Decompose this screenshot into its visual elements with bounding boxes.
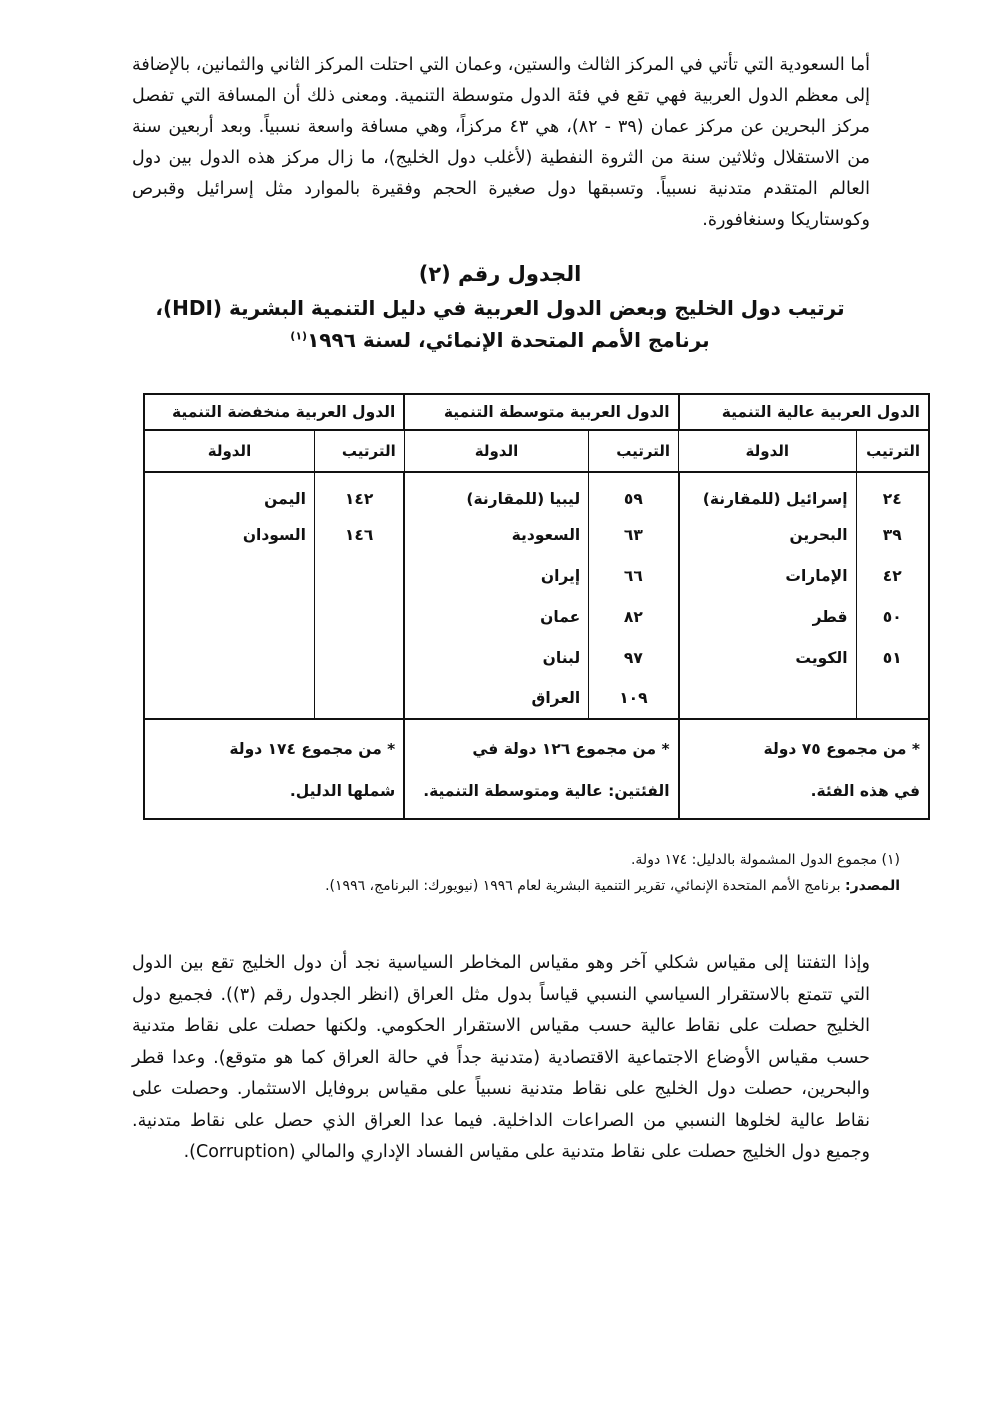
country-low — [144, 678, 314, 719]
country-medium: ليبيا (للمقارنة) — [404, 472, 588, 514]
table-title-line-2 — [100, 328, 900, 352]
country-low — [144, 637, 314, 678]
col-header-rank-low: الترتيب — [314, 430, 404, 472]
col-header-country-high: الدولة — [679, 430, 856, 472]
country-high: الإمارات — [679, 555, 856, 596]
group-header-row — [144, 394, 929, 430]
rank-high: ٣٩ — [856, 514, 929, 555]
col-header-country-low: الدولة — [144, 430, 314, 472]
paragraph-tail: . — [183, 1142, 190, 1162]
rank-medium: ٦٦ — [589, 555, 679, 596]
country-high — [679, 678, 856, 719]
rank-medium: ٩٧ — [589, 637, 679, 678]
paragraph-text: أما السعودية التي تأتي في المركز الثالث والستين، وعمان التي احتلت المركز الثاني والثمانين، بالإضافة إلى معظم الدول العربية فهي تقع في فئة الدول متوسطة التنمية. ومعنى ذلك أن المسافة التي تفصل مركز البحرين عن مركز عمان (٣٩ - ٨٢)، هي ٤٣ مركزاً، وهي مسافة واسعة نسبياً. وبعد أربعين سنة من الاستقلال وثلاثين سنة من الثروة النفطية (لأغلب دول الخليج)، ما زال مركز هذه الدول بين دول العالم المتقدم متدنية نسبياً. وتسبقها دول صغيرة الحجم وفقيرة بالموارد مثل إسرائيل وقبرص وكوستاريكا وسنغافورة. — [132, 55, 870, 230]
rank-high: ٥١ — [856, 637, 929, 678]
group-header-high: الدول العربية عالية التنمية — [679, 394, 929, 430]
rank-low — [314, 637, 404, 678]
country-low — [144, 596, 314, 637]
col-header-rank-high: الترتيب — [856, 430, 929, 472]
rank-high: ٥٠ — [856, 596, 929, 637]
footer-medium-line-1: * من مجموع ١٢٦ دولة في — [472, 740, 670, 758]
rank-medium: ١٠٩ — [589, 678, 679, 719]
country-low: السودان — [144, 514, 314, 555]
rank-high: ٤٢ — [856, 555, 929, 596]
country-high: الكويت — [679, 637, 856, 678]
rank-medium: ٥٩ — [589, 472, 679, 514]
country-medium: لبنان — [404, 637, 588, 678]
source-text: برنامج الأمم المتحدة الإنمائي، تقرير التنمية البشرية لعام ١٩٩٦ (نيويورك: البرنامج، ١٩٩٦). — [325, 878, 841, 894]
footnote-marker: (١) — [290, 329, 308, 343]
country-medium: العراق — [404, 678, 588, 719]
country-medium: إيران — [404, 555, 588, 596]
col-header-rank-medium: الترتيب — [589, 430, 679, 472]
table-row — [144, 555, 929, 596]
table-row — [144, 678, 929, 719]
footer-low — [144, 719, 404, 819]
footer-low-line-2: شملها الدليل. — [289, 782, 396, 800]
column-header-row — [144, 430, 929, 472]
footer-high-line-1: * من مجموع ٧٥ دولة — [763, 740, 920, 758]
group-header-low: الدول العربية منخفضة التنمية — [144, 394, 404, 430]
rank-high — [856, 678, 929, 719]
footer-medium — [404, 719, 678, 819]
footer-high-line-2: في هذه الفئة. — [810, 782, 920, 800]
body-paragraph-1 — [132, 50, 870, 236]
table-title-text: برنامج الأمم المتحدة الإنمائي، لسنة ١٩٩٦ — [307, 328, 710, 352]
country-low — [144, 555, 314, 596]
country-medium: السعودية — [404, 514, 588, 555]
rank-low — [314, 596, 404, 637]
english-term: Corruption — [196, 1142, 289, 1162]
col-header-country-medium: الدولة — [404, 430, 588, 472]
rank-low — [314, 555, 404, 596]
table-row — [144, 637, 929, 678]
rank-low — [314, 678, 404, 719]
group-header-medium: الدول العربية متوسطة التنمية — [404, 394, 678, 430]
rank-high: ٢٤ — [856, 472, 929, 514]
table-title-line-1: ترتيب دول الخليج وبعض الدول العربية في دليل التنمية البشرية (HDI)، — [155, 296, 845, 320]
footnote: (١) مجموع الدول المشمولة بالدليل: ١٧٤ دولة. — [630, 852, 900, 868]
source-note — [130, 873, 900, 899]
table-footer-row — [144, 719, 929, 819]
country-medium: عمان — [404, 596, 588, 637]
country-high: إسرائيل (للمقارنة) — [679, 472, 856, 514]
footer-medium-line-2: الفئتين: عالية ومتوسطة التنمية. — [423, 782, 670, 800]
footer-low-line-1: * من مجموع ١٧٤ دولة — [229, 740, 396, 758]
table-row — [144, 514, 929, 555]
rank-medium: ٦٣ — [589, 514, 679, 555]
source-label: المصدر: — [845, 878, 900, 894]
table-row — [144, 472, 929, 514]
table-row — [144, 596, 929, 637]
body-paragraph-2 — [132, 948, 870, 1169]
table-number: الجدول رقم (٢) — [418, 262, 582, 286]
country-low: اليمن — [144, 472, 314, 514]
paragraph-text: وإذا التفتنا إلى مقياس شكلي آخر وهو مقياس المخاطر السياسية نجد أن دول الخليج تقع بين الدول التي تتمتع بالاستقرار السياسي النسبي قياساً بدول مثل العراق (انظر الجدول رقم (٣)). فجميع دول الخليج حصلت على نقاط عالية حسب مقياس الاستقرار الحكومي. ولكنها حصلت على نقاط متدنية حسب مقياس الأوضاع الاجتماعية الاقتصادية (متدنية جداً في حالة العراق كما هو متوقع). وعدا قطر والبحرين، حصلت دول الخليج على نقاط متدنية نسبياً على مقياس بروفايل الاستثمار. وحصلت على نقاط عالية لخلوها النسبي من الصراعات الداخلية. فيما عدا العراق الذي حصل على نقاط متدنية. وجميع دول الخليج حصلت على نقاط متدنية على مقياس الفساد الإداري والمالي (Corruption). — [132, 953, 870, 1162]
rank-low: ١٤٦ — [314, 514, 404, 555]
rank-low: ١٤٢ — [314, 472, 404, 514]
country-high: قطر — [679, 596, 856, 637]
country-high: البحرين — [679, 514, 856, 555]
rank-medium: ٨٢ — [589, 596, 679, 637]
hdi-ranking-table — [143, 393, 930, 820]
paragraph-main-text: وإذا التفتنا إلى مقياس شكلي آخر وهو مقياس المخاطر السياسية نجد أن دول الخليج تقع بين الدول التي تتمتع بالاستقرار السياسي النسبي قياساً بدول مثل العراق (انظر الجدول رقم (٣)). فجميع دول الخليج حصلت على نقاط عالية حسب مقياس الاستقرار الحكومي. ولكنها حصلت على نقاط متدنية حسب مقياس الأوضاع الاجتماعية الاقتصادية (متدنية جداً في حالة العراق كما هو متوقع). وعدا قطر والبحرين، حصلت دول الخليج على نقاط متدنية نسبياً على مقياس بروفايل الاستثمار. وحصلت على نقاط عالية لخلوها النسبي من الصراعات الداخلية. فيما عدا العراق الذي حصل على نقاط متدنية. وجميع دول الخليج حصلت على نقاط متدنية على مقياس الفساد الإداري والمالي — [132, 953, 870, 1162]
footer-high — [679, 719, 929, 819]
